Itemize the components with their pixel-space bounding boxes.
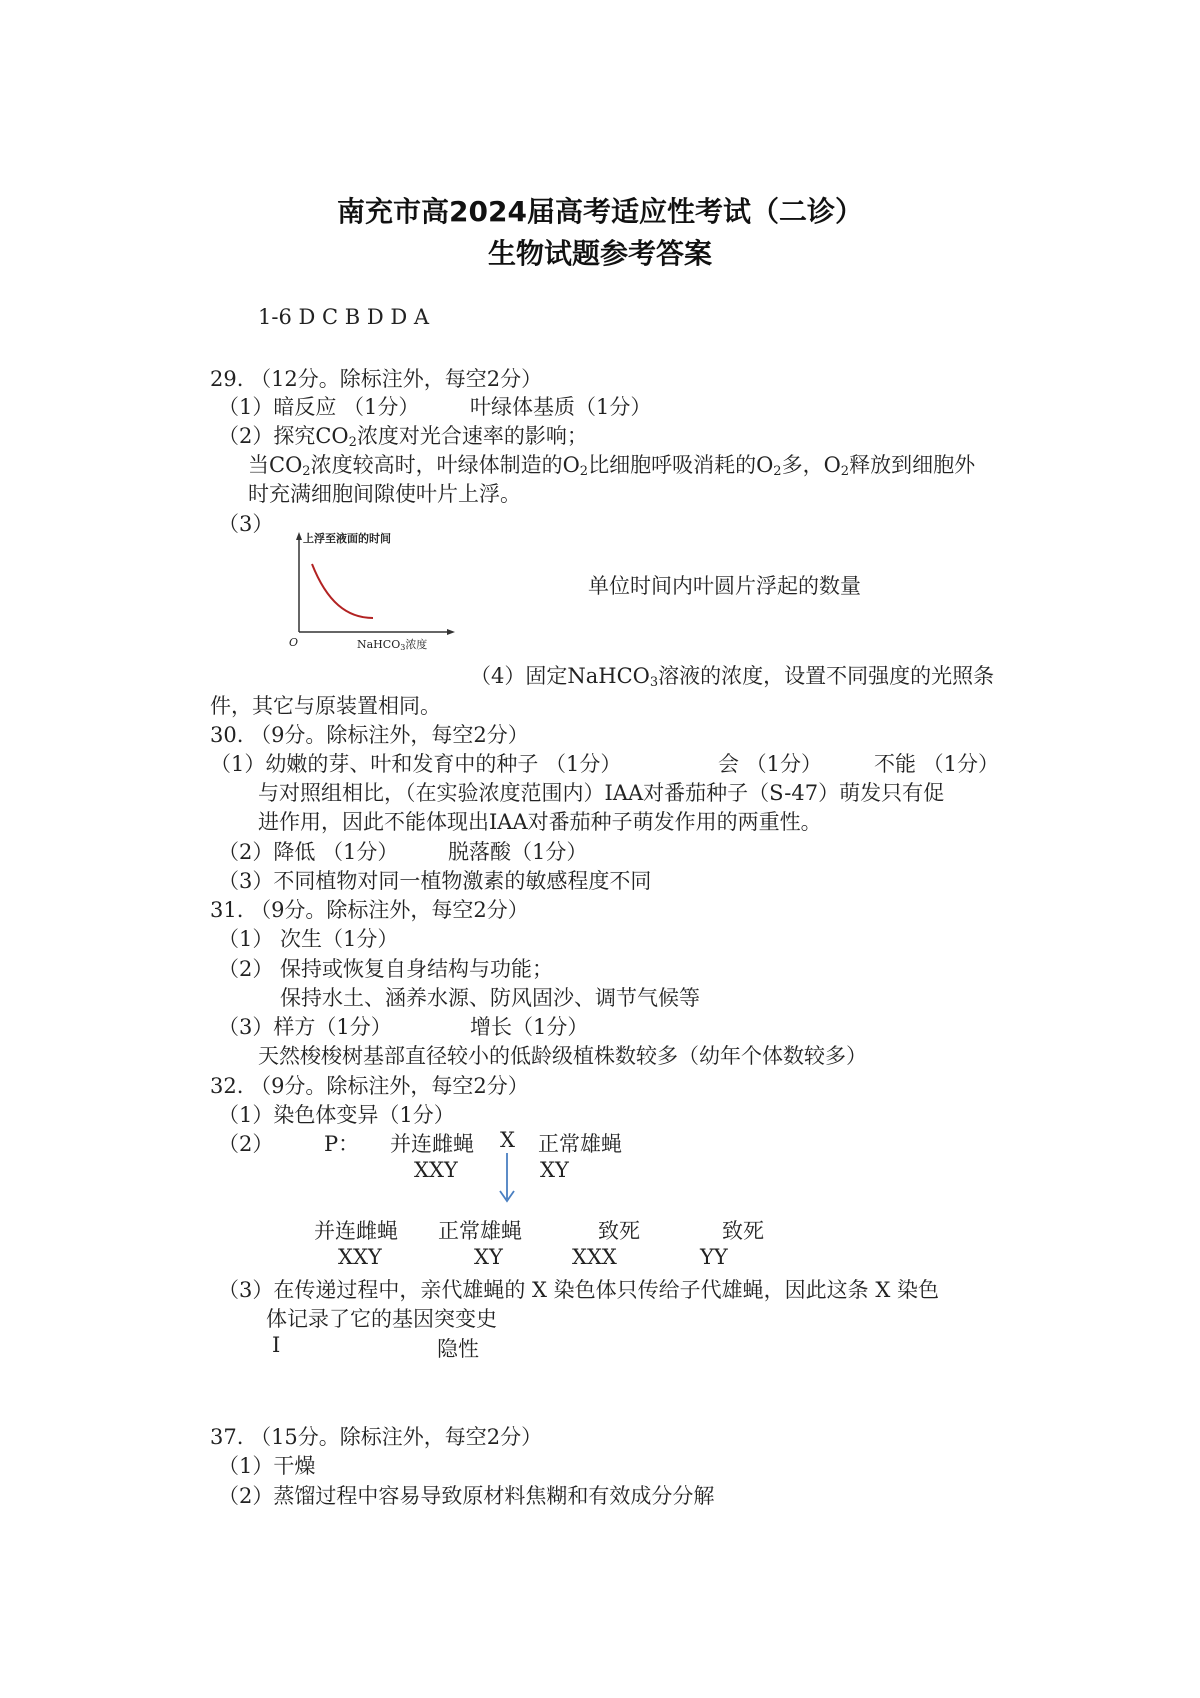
q29-p3-answer: 单位时间内叶圆片浮起的数量: [588, 574, 861, 598]
q29-p4b: 件，其它与原装置相同。: [210, 694, 441, 718]
offspring-4-genotype: YY: [700, 1245, 728, 1269]
q32-p3a: （3）在传递过程中，亲代雄蝇的 X 染色体只传给子代雄蝇，因此这条 X 染色: [218, 1278, 939, 1302]
q32-header: 32. （9分。除标注外，每空2分）: [210, 1074, 529, 1098]
offspring-4: 致死: [722, 1219, 764, 1243]
q30-p2b: 脱落酸（1分）: [448, 840, 588, 864]
y-axis-label: 上浮至液面的时间: [303, 532, 391, 545]
q31-p2b: 保持水土、涵养水源、防风固沙、调节气候等: [280, 986, 700, 1010]
q30-p2a: （2）降低 （1分）: [218, 840, 399, 864]
offspring-1: 并连雌蝇: [314, 1219, 398, 1243]
x-axis-label: NaHCO3浓度: [357, 638, 428, 650]
q29-p1b: 叶绿体基质（1分）: [470, 395, 652, 419]
parent-female-genotype: XXY: [414, 1158, 458, 1182]
q32-p2: （2）: [218, 1132, 274, 1156]
q32-p3c: Ⅰ: [272, 1333, 281, 1357]
offspring-2: 正常雄蝇: [438, 1219, 522, 1243]
q30-header: 30. （9分。除标注外，每空2分）: [210, 723, 529, 747]
q37-header: 37. （15分。除标注外，每空2分）: [210, 1425, 543, 1449]
page-subtitle: 生物试题参考答案: [487, 237, 712, 270]
q29-p1: （1）暗反应 （1分）: [218, 395, 420, 419]
q30-p1e: 进作用，因此不能体现出IAA对番茄种子萌发作用的两重性。: [258, 810, 822, 834]
q32-p1: （1）染色体变异（1分）: [218, 1103, 455, 1127]
mc-answers: 1-6 D C B D D A: [258, 305, 430, 329]
q37-p2: （2）蒸馏过程中容易导致原材料焦糊和有效成分分解: [218, 1484, 715, 1508]
decreasing-curve: [312, 564, 373, 618]
q32-p3b: 体记录了它的基因突变史: [266, 1307, 497, 1331]
offspring-2-genotype: XY: [474, 1245, 503, 1269]
offspring-3-genotype: XXX: [572, 1245, 617, 1269]
cross-p-label: P：: [324, 1132, 360, 1156]
sketch-graph: [285, 532, 455, 650]
q30-p1c: 不能 （1分）: [874, 752, 1000, 776]
q29-header: 29. （12分。除标注外，每空2分）: [210, 367, 543, 391]
q37-p1: （1）干燥: [218, 1454, 316, 1478]
q31-p1: （1） 次生（1分）: [218, 927, 399, 951]
origin-label: O: [289, 636, 299, 649]
parent-female: 并连雌蝇: [390, 1132, 474, 1156]
parent-male-genotype: XY: [540, 1158, 569, 1182]
down-arrow-icon: [497, 1153, 517, 1203]
q31-p3c: 天然梭梭树基部直径较小的低龄级植株数较多（幼年个体数较多）: [258, 1044, 867, 1068]
q30-p3: （3）不同植物对同一植物激素的敏感程度不同: [218, 869, 652, 893]
offspring-3: 致死: [598, 1219, 640, 1243]
page-title: 南充市高2024届高考适应性考试（二诊）: [337, 195, 863, 228]
q31-p3a: （3）样方（1分）: [218, 1015, 392, 1039]
q30-p1a: （1）幼嫩的芽、叶和发育中的种子 （1分）: [210, 752, 622, 776]
cross-symbol: X: [500, 1128, 515, 1152]
q31-p3b: 增长（1分）: [470, 1015, 589, 1039]
q29-p2: （2）探究$CO_2$浓度对光合速率的影响；: [218, 424, 588, 450]
q29-p3: （3）: [218, 512, 274, 536]
offspring-1-genotype: XXY: [338, 1245, 382, 1269]
q29-p2b: 当$CO_2$浓度较高时，叶绿体制造的$O_2$比细胞呼吸消耗的$O_2$多，$O_2$释放到细胞外: [248, 453, 976, 479]
q29-p2c: 时充满细胞间隙使叶片上浮。: [248, 482, 521, 506]
q30-p1b: 会 （1分）: [718, 752, 823, 776]
q31-p2: （2） 保持或恢复自身结构与功能；: [218, 957, 554, 981]
q30-p1d: 与对照组相比，（在实验浓度范围内）IAA对番茄种子（S-47）萌发只有促: [258, 781, 945, 805]
q31-header: 31. （9分。除标注外，每空2分）: [210, 898, 529, 922]
q29-p4: （4）固定NaHCO$_3$溶液的浓度，设置不同强度的光照条: [470, 664, 995, 690]
q32-p3d: 隐性: [437, 1337, 479, 1361]
parent-male: 正常雄蝇: [538, 1132, 622, 1156]
